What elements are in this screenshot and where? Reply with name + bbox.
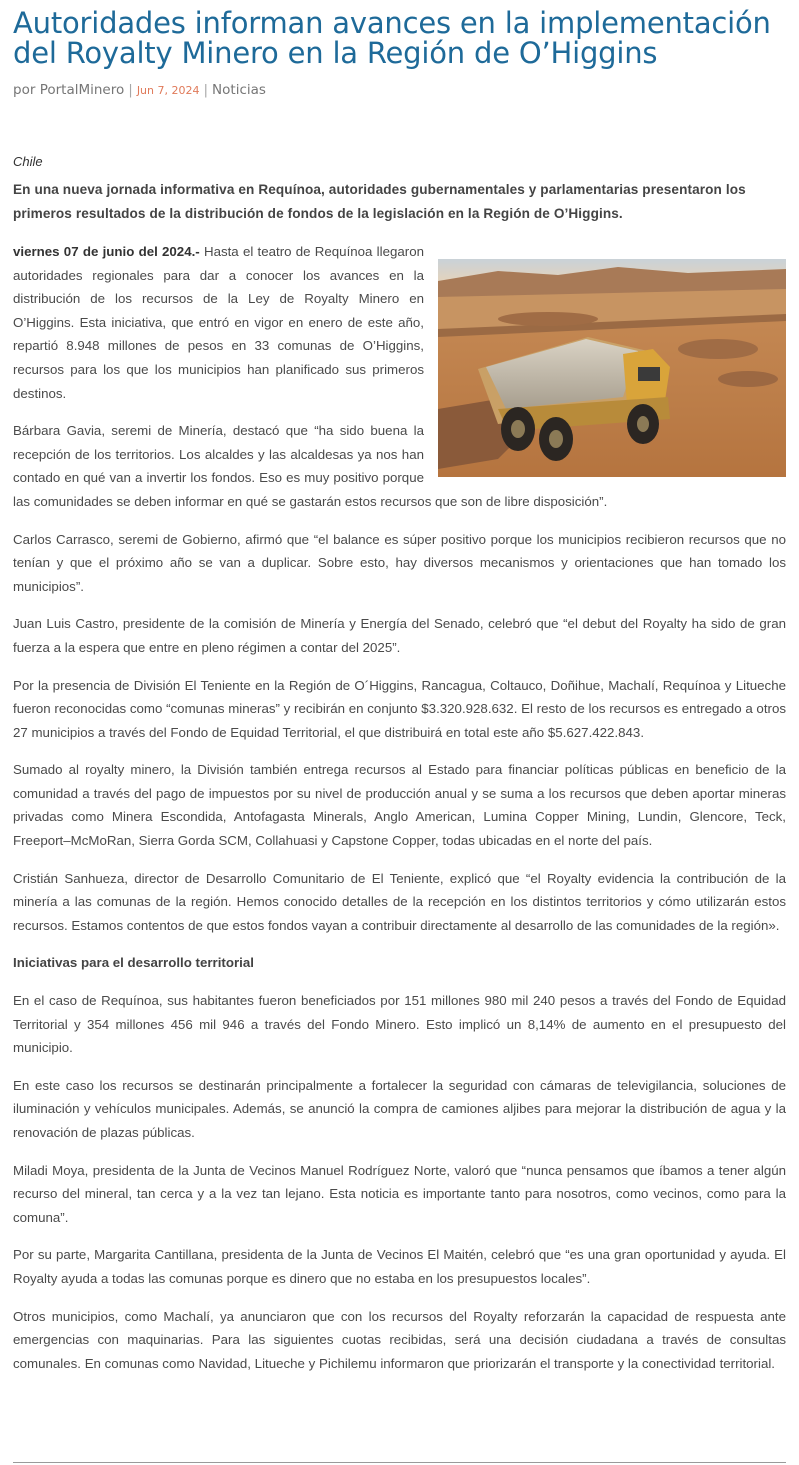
paragraph: Por su parte, Margarita Cantillana, presidenta de la Junta de Vecinos El Maitén, celebró que “es una gran oportunidad y ayuda. El Royalty ayuda a todas las comunas porque es dinero que no estaba en los presupuestos locales”. (13, 1247, 786, 1286)
author-link[interactable]: PortalMinero (39, 82, 125, 98)
article (13, 0, 786, 1389)
paragraph: En el caso de Requínoa, sus habitantes fueron beneficiados por 151 millones 980 mil 240 pesos a través del Fondo de Equidad Territorial y 354 millones 456 mil 946 a través del Fondo Minero. Esto implicó un 8,14% de aumento en el presupuesto del municipio. (13, 993, 786, 1056)
paragraph-text: Hasta el teatro de Requínoa llegaron autoridades regionales para dar a conocer los avances en la distribución de los recursos de la Ley de Royalty Minero en O’Higgins. Esta iniciativa, que entró en vigor en enero de este año, repartió 8.948 millones de pesos en 33 comunas de O’Higgins, recursos para los que los municipios han planificado sus primeros destinos. (13, 244, 424, 401)
mining-truck-photo (438, 259, 786, 477)
article-lead: En una nueva jornada informativa en Requínoa, autoridades gubernamentales y parlamentarias presentaron los primeros resultados de la distribución de fondos de la legislación en la Región de O’Higgins. (13, 182, 746, 221)
paragraph: Bárbara Gavia, seremi de Minería, destacó que “ha sido buena la recepción de los territorios. Los alcaldes y las alcaldesas ya nos han contado en qué van a invertir los fondos. Eso es muy positivo porque las comunidades se deben informar en qué se gastarán estos recursos que son de libre disposición”. (13, 423, 608, 509)
paragraph: Sumado al royalty minero, la División también entrega recursos al Estado para financiar políticas públicas en beneficio de la comunidad a través del pago de impuestos por su nivel de producción anual y se suma a los recursos que deben aportar mineras privadas como Minera Escondida, Antofagasta Minerals, Anglo American, Lumina Copper Mining, Lundin, Glencore, Teck, Freeport–McMoRan, Sierra Gorda SCM, Collahuasi y Capstone Copper, todas ubicadas en el norte del país. (13, 762, 786, 849)
category-link[interactable]: Noticias (212, 82, 266, 98)
dateline: viernes 07 de junio del 2024.- (13, 244, 200, 259)
meta-separator: | (203, 82, 209, 98)
paragraph: Por la presencia de División El Teniente en la Región de O´Higgins, Rancagua, Coltauco, Doñihue, Machalí, Requínoa y Litueche fueron reconocidas como “comunas mineras” y recibirán en conjunto $3.320.928.632. El resto de los recursos es entregado a otros 27 municipios a través del Fondo de Equidad Territorial, el que distribuirá en total este año $5.627.422.843. (13, 677, 786, 740)
post-date: Jun 7, 2024 (136, 84, 200, 97)
article-title: Autoridades informan avances en la implementación del Royalty Minero en la Región de O’Higgins (13, 6, 771, 70)
paragraph: Cristián Sanhueza, director de Desarrollo Comunitario de El Teniente, explicó que “el Royalty evidencia la contribución de la minería a las comunas de la región. Hemos conocido detalles de la recepción en los distintos territorios y cómo utilizarán estos recursos. Estamos contentos de que estos fondos vayan a contribuir directamente al desarrollo de las comunidades de la región». (13, 870, 786, 933)
paragraph: En este caso los recursos se destinarán principalmente a fortalecer la seguridad con cámaras de televigilancia, soluciones de iluminación y vehículos municipales. Además, se anunció la compra de camiones aljibes para mejorar la distribución de agua y la renovación de plazas públicas. (13, 1077, 786, 1140)
country-label: Chile (13, 154, 43, 169)
author-prefix: por (13, 82, 36, 98)
meta-separator: | (128, 82, 133, 98)
paragraph: Miladi Moya, presidenta de la Junta de Vecinos Manuel Rodríguez Norte, valoró que “nunca pensamos que íbamos a tener algún recurso del mineral, tan cerca y a la vez tan lejano. Esta noticia es importante tanto para nosotros, como vecinos, como para la comuna”. (13, 1162, 786, 1225)
paragraph: Carlos Carrasco, seremi de Gobierno, afirmó que “el balance es súper positivo porque los municipios recibieron recursos que no tenían y que el próximo año se van a duplicar. Sobre esto, hay diversos mecanismos y orientaciones que han tomado los municipios”. (13, 531, 786, 594)
divider (13, 1462, 786, 1463)
section-heading: Iniciativas para el desarrollo territorial (13, 955, 254, 971)
paragraph: Juan Luis Castro, presidente de la comisión de Minería y Energía del Senado, celebró que “el debut del Royalty ha sido de gran fuerza a la espera que entre en pleno régimen a contar del 2025”. (13, 616, 786, 655)
paragraph: Otros municipios, como Machalí, ya anunciaron que con los recursos del Royalty reforzarán la capacidad de respuesta ante emergencias con maquinarias. Para las siguientes cuotas recibidas, será una decisión ciudadana a través de consultas comunales. En comunas como Navidad, Litueche y Pichilemu informaron que priorizarán el transporte y la conectividad territorial. (13, 1308, 786, 1371)
post-meta (13, 81, 786, 100)
article-body (13, 240, 786, 1375)
